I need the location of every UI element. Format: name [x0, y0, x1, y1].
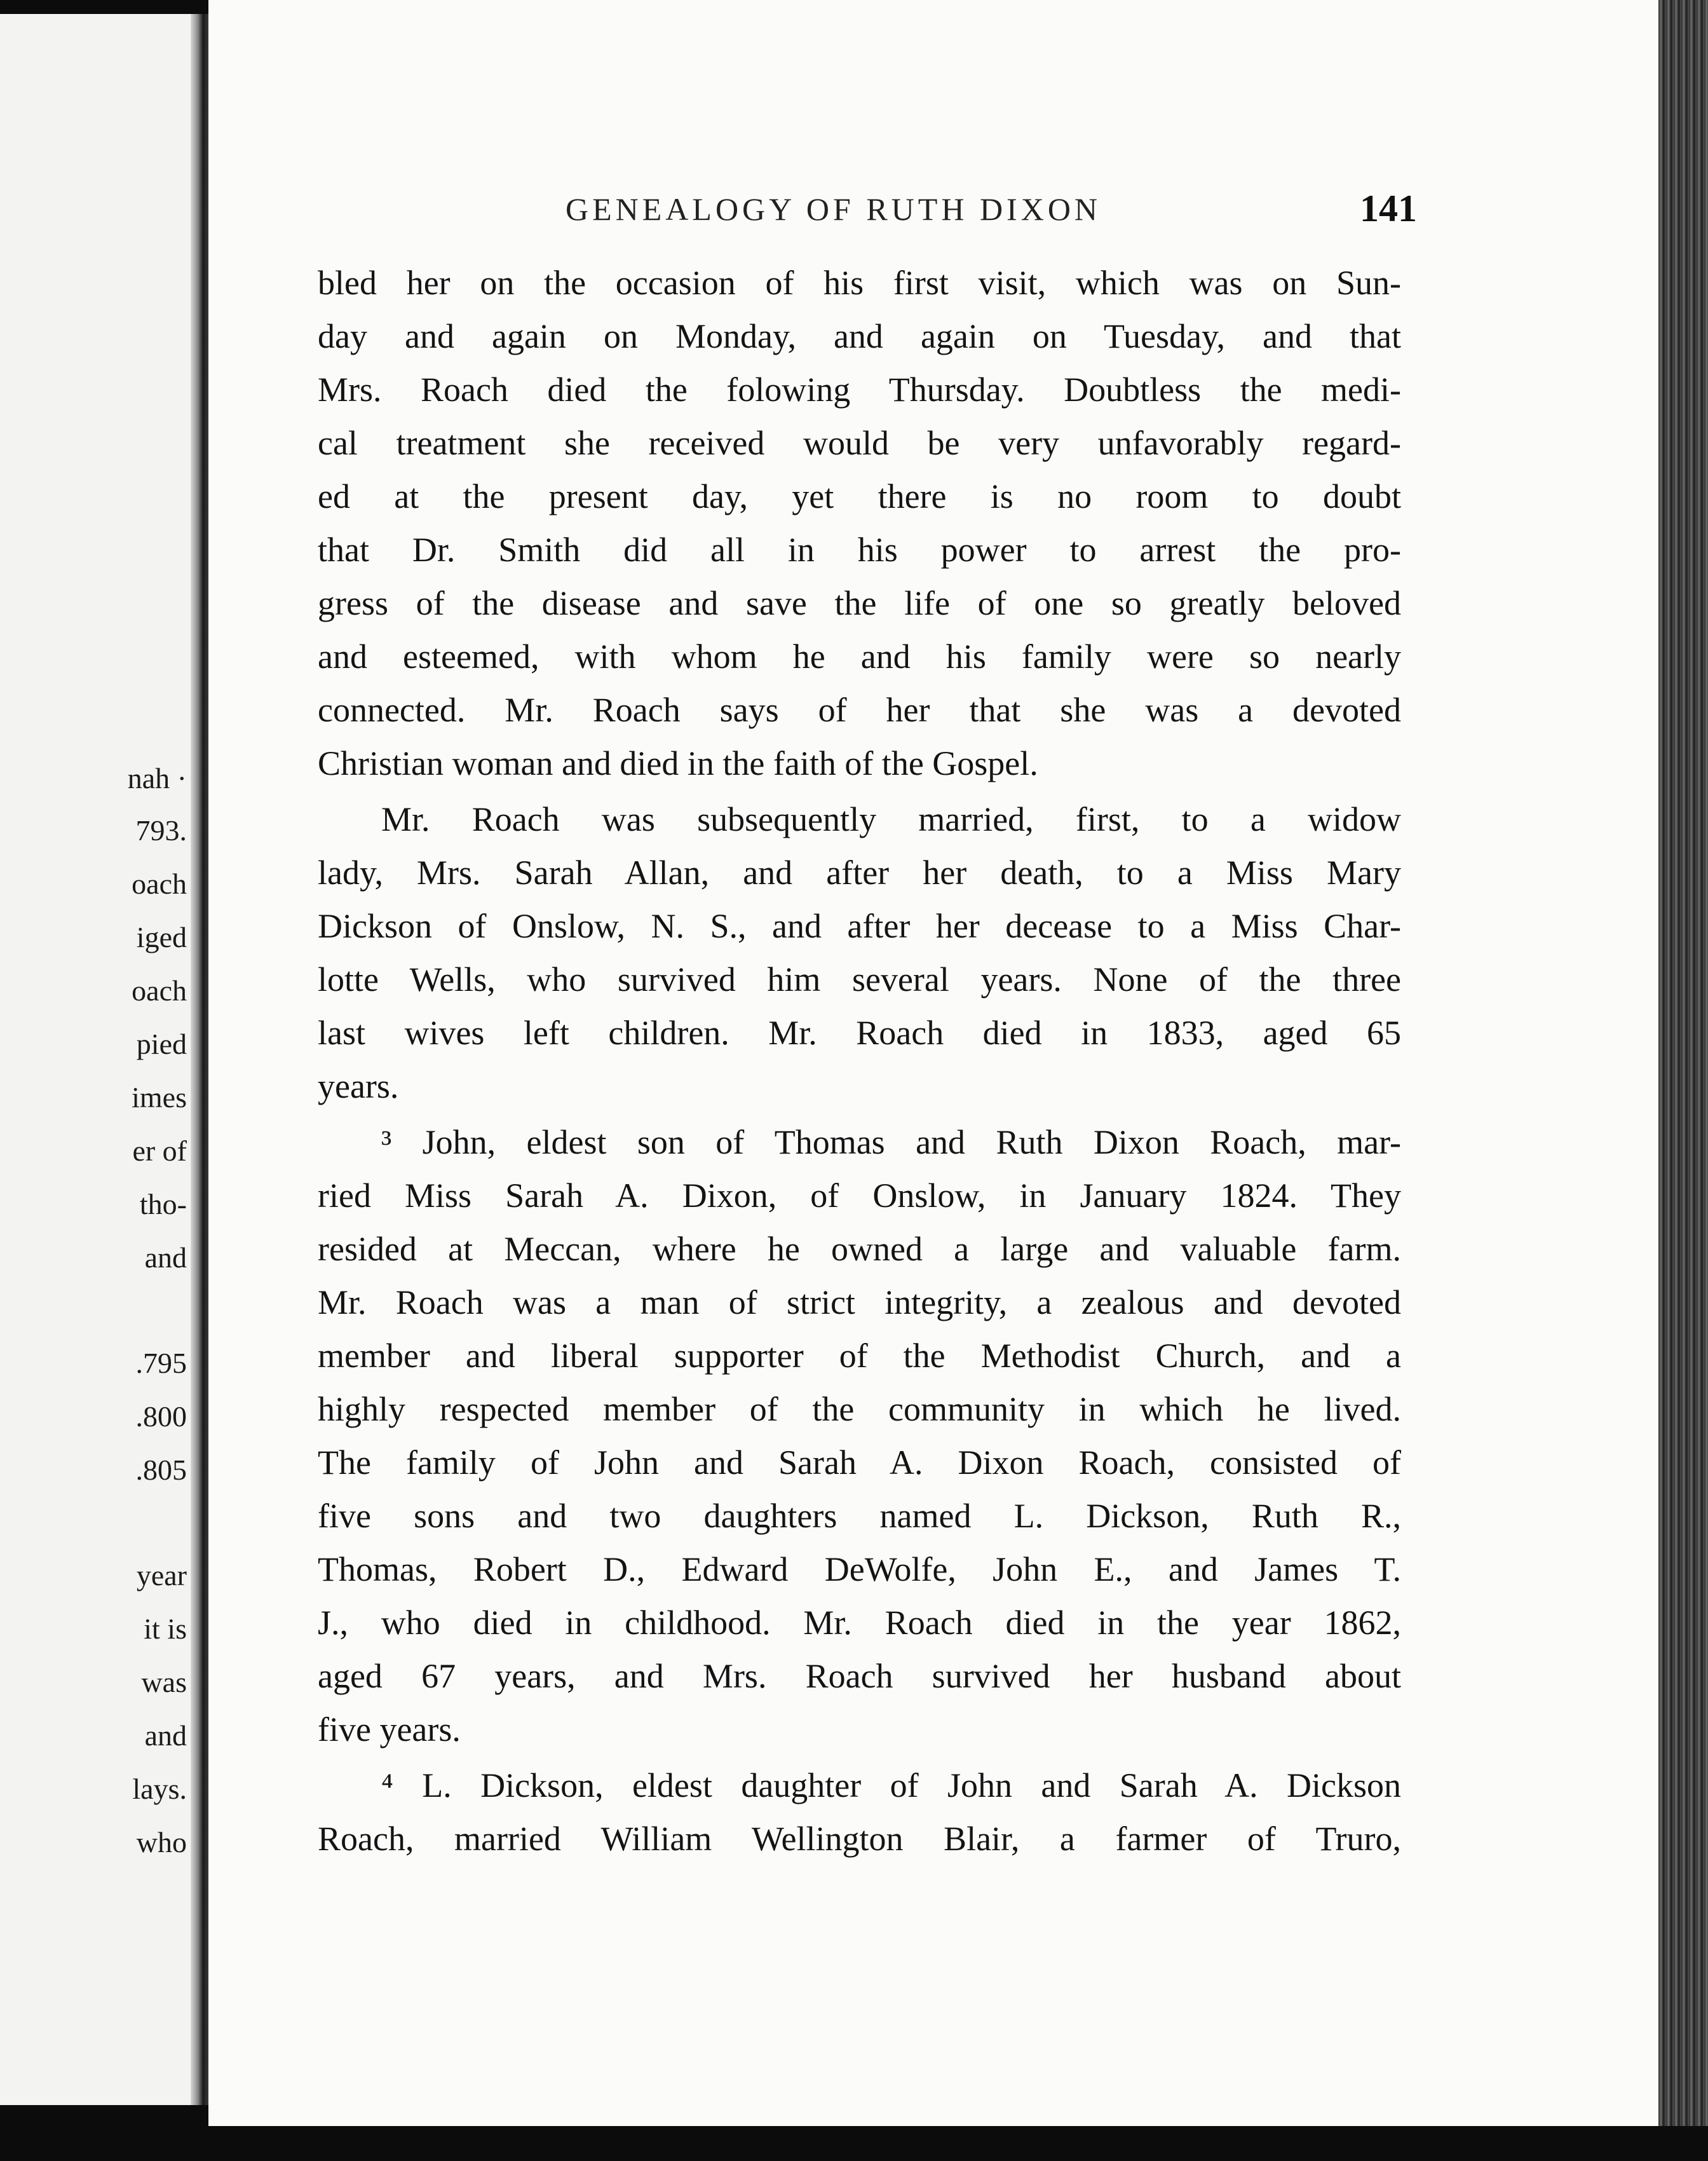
left-page-line: was — [141, 1666, 187, 1698]
text-line: ed at the present day, yet there is no room to doubt — [318, 477, 1401, 515]
text-line: ⁴ L. Dickson, eldest daughter of John and Sarah A. Dickson — [381, 1766, 1401, 1804]
left-page-line: tho- — [139, 1188, 187, 1220]
paragraph-2 — [318, 794, 1401, 1114]
text-line: Dickson of Onslow, N. S., and after her decease to a Miss Char- — [318, 907, 1401, 945]
page-edges — [1658, 0, 1708, 2126]
running-head — [356, 187, 1417, 235]
text-line: Mr. Roach was subsequently married, first, to a widow — [381, 800, 1401, 838]
left-page-line: lays. — [132, 1773, 187, 1805]
text-line: cal treatment she received would be very unfavorably regard- — [318, 424, 1401, 462]
text-line: ³ John, eldest son of Thomas and Ruth Dixon Roach, mar- — [381, 1123, 1401, 1161]
left-page-line: pied — [136, 1028, 187, 1060]
paragraph-3 — [318, 1117, 1401, 1757]
left-page-line: year — [136, 1559, 187, 1592]
book-gutter — [191, 14, 208, 2105]
left-page-line: oach — [132, 868, 187, 900]
text-line: aged 67 years, and Mrs. Roach survived her husband about — [318, 1657, 1401, 1695]
text-line: five years. — [318, 1710, 461, 1749]
text-line: bled her on the occasion of his first visit, which was on Sun- — [318, 264, 1401, 302]
left-page-line: .800 — [135, 1400, 187, 1433]
paragraph-1 — [318, 257, 1401, 791]
text-line: ried Miss Sarah A. Dixon, of Onslow, in January 1824. They — [318, 1176, 1401, 1215]
text-line: gress of the disease and save the life of one so greatly beloved — [318, 584, 1401, 622]
text-line: connected. Mr. Roach says of her that she was a devoted — [318, 691, 1401, 729]
left-page-line: .795 — [135, 1347, 187, 1379]
left-page-line: and — [144, 1719, 187, 1752]
text-line: lady, Mrs. Sarah Allan, and after her death, to a Miss Mary — [318, 854, 1401, 892]
text-line: The family of John and Sarah A. Dixon Roach, consisted of — [318, 1443, 1401, 1482]
left-page-line: 793. — [135, 814, 187, 847]
text-line: J., who died in childhood. Mr. Roach died in the year 1862, — [318, 1604, 1401, 1642]
page-number: 141 — [1360, 187, 1417, 229]
text-line: day and again on Monday, and again on Tuesday, and that — [318, 317, 1401, 355]
text-line: resided at Meccan, where he owned a large and valuable farm. — [318, 1230, 1401, 1268]
text-line: Thomas, Robert D., Edward DeWolfe, John E., and James T. — [318, 1550, 1401, 1588]
text-line: last wives left children. Mr. Roach died in 1833, aged 65 — [318, 1014, 1401, 1052]
left-page-line: nah · — [127, 762, 187, 794]
text-line: highly respected member of the community in which he lived. — [318, 1390, 1401, 1428]
left-page-line: imes — [132, 1081, 187, 1114]
left-page-line: who — [136, 1826, 187, 1858]
text-line: lotte Wells, who survived him several years. None of the three — [318, 960, 1401, 999]
running-head-title: GENEALOGY OF RUTH DIXON — [566, 191, 1102, 227]
left-page-line: er of — [132, 1135, 187, 1167]
left-facing-page — [0, 14, 191, 2105]
left-page-line: and — [144, 1241, 187, 1274]
left-page-line: oach — [132, 974, 187, 1007]
text-line: Roach, married William Wellington Blair, a farmer of Truro, — [318, 1820, 1401, 1858]
text-line: that Dr. Smith did all in his power to arrest the pro- — [318, 531, 1401, 569]
text-line: Mr. Roach was a man of strict integrity, a zealous and devoted — [318, 1283, 1401, 1321]
text-line: five sons and two daughters named L. Dickson, Ruth R., — [318, 1497, 1401, 1535]
body-text — [318, 257, 1401, 1867]
paragraph-4 — [318, 1760, 1401, 1867]
left-page-line: iged — [136, 921, 187, 953]
left-page-line: it is — [144, 1612, 187, 1645]
text-line: and esteemed, with whom he and his family were so nearly — [318, 637, 1401, 676]
text-line: Mrs. Roach died the folowing Thursday. Doubtless the medi- — [318, 371, 1401, 409]
left-page-line: .805 — [135, 1454, 187, 1486]
text-line: member and liberal supporter of the Methodist Church, and a — [318, 1337, 1401, 1375]
text-line: Christian woman and died in the faith of the Gospel. — [318, 744, 1038, 782]
text-line: years. — [318, 1067, 399, 1105]
